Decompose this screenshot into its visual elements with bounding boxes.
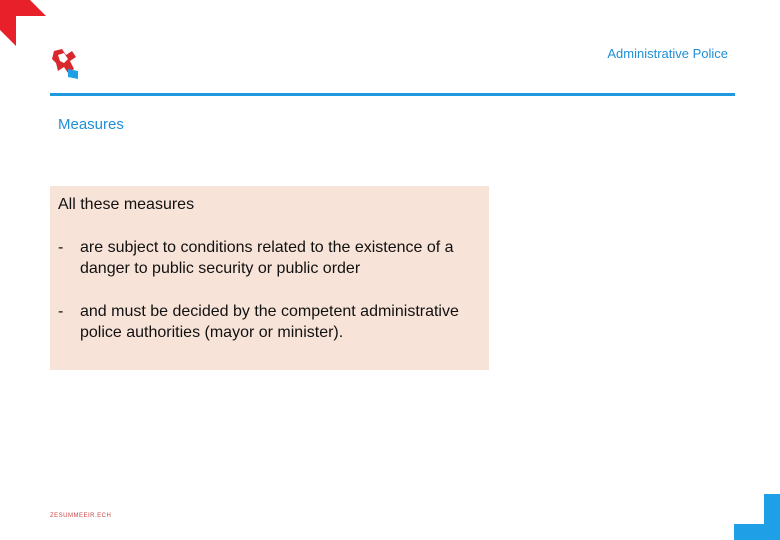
coat-of-arms-logo (50, 47, 80, 81)
intro-text: All these measures (58, 196, 195, 213)
corner-decoration-bottom-right (734, 494, 780, 540)
footer-url: ZESUMMEEIR.ECH (50, 513, 112, 519)
content-box (50, 186, 489, 370)
bullet-item (58, 301, 481, 343)
bullet-marker: - (58, 239, 64, 256)
header-divider (50, 93, 735, 96)
bullet-text: are subject to conditions related to the existence of a danger to public security or public order (80, 239, 454, 277)
bullet-text: and must be decided by the competent administrative police authorities (mayor or minister). (80, 303, 459, 341)
bullet-marker: - (58, 303, 64, 320)
corner-decoration-top-left (0, 0, 46, 46)
bullet-item (58, 237, 481, 279)
header-title: Administrative Police (607, 46, 728, 61)
section-title: Measures (58, 116, 124, 133)
